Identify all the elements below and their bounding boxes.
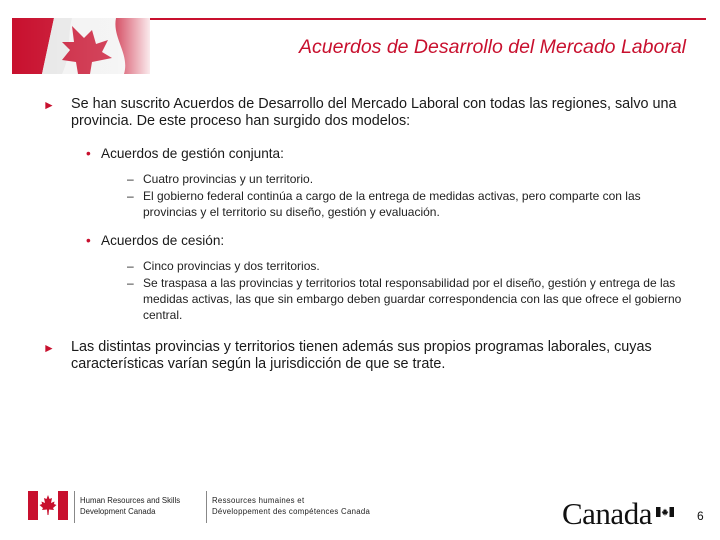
department-en-line1: Human Resources and Skills [80,496,181,505]
bullet-text: Se traspasa a las provincias y territorios total responsabilidad por el diseño, gestión y entrega de las medidas activas, las que sin embargo deben guardar correspondencia con las que ofrece el gobierno central. [143,276,682,322]
triangle-right-icon: ► [43,98,55,112]
department-name-en [80,495,180,517]
bullet-level3 [40,258,690,274]
triangle-right-icon: ► [43,341,55,355]
canada-flag-icon [28,491,68,520]
footer-separator [74,491,75,523]
bullet-level3 [40,275,690,323]
wordmark-flag-icon [656,504,674,514]
department-en-line2: Development Canada [80,507,156,516]
footer-separator [206,491,207,523]
bullet-text: Cinco provincias y dos territorios. [143,259,320,273]
flag-graphic [12,18,150,74]
header-rule [150,18,706,20]
bullet-text: El gobierno federal continúa a cargo de la entrega de medidas activas, pero comparte con las provincias y el territorio su diseño, gestión y evaluación. [143,189,641,219]
dash-icon: – [127,172,134,186]
header-flag-image [12,18,150,74]
dash-icon: – [127,276,134,290]
bullet-level3 [40,188,690,220]
sub-group [40,146,690,220]
bullet-text: Acuerdos de gestión conjunta: [101,146,284,161]
slide-content [40,96,690,389]
bullet-dot-icon: • [86,146,91,161]
slide-title: Acuerdos de Desarrollo del Mercado Laboral [299,36,686,58]
bullet-text: Se han suscrito Acuerdos de Desarrollo del Mercado Laboral con todas las regiones, salvo una provincia. De este proceso han surgido dos modelos: [71,96,677,129]
bullet-level2 [40,146,690,162]
dash-icon: – [127,189,134,203]
page-number: 6 [697,509,704,523]
bullet-level3 [40,171,690,187]
department-fr-line1: Ressources humaines et [212,496,305,505]
dash-icon: – [127,259,134,273]
department-fr-line2: Développement des compétences Canada [212,507,371,516]
bullet-level2 [40,233,690,249]
bullet-text: Acuerdos de cesión: [101,233,225,248]
canada-wordmark-logo: Canada [562,496,652,531]
bullet-level1 [40,339,690,373]
bullet-level1 [40,96,690,130]
bullet-text: Las distintas provincias y territorios tienen además sus propios programas laborales, cuyas características varían según la jurisdicción de que se trate. [71,339,652,372]
department-name-fr [212,495,370,517]
sub-group [40,233,690,323]
bullet-dot-icon: • [86,233,91,248]
bullet-text: Cuatro provincias y un territorio. [143,172,314,186]
